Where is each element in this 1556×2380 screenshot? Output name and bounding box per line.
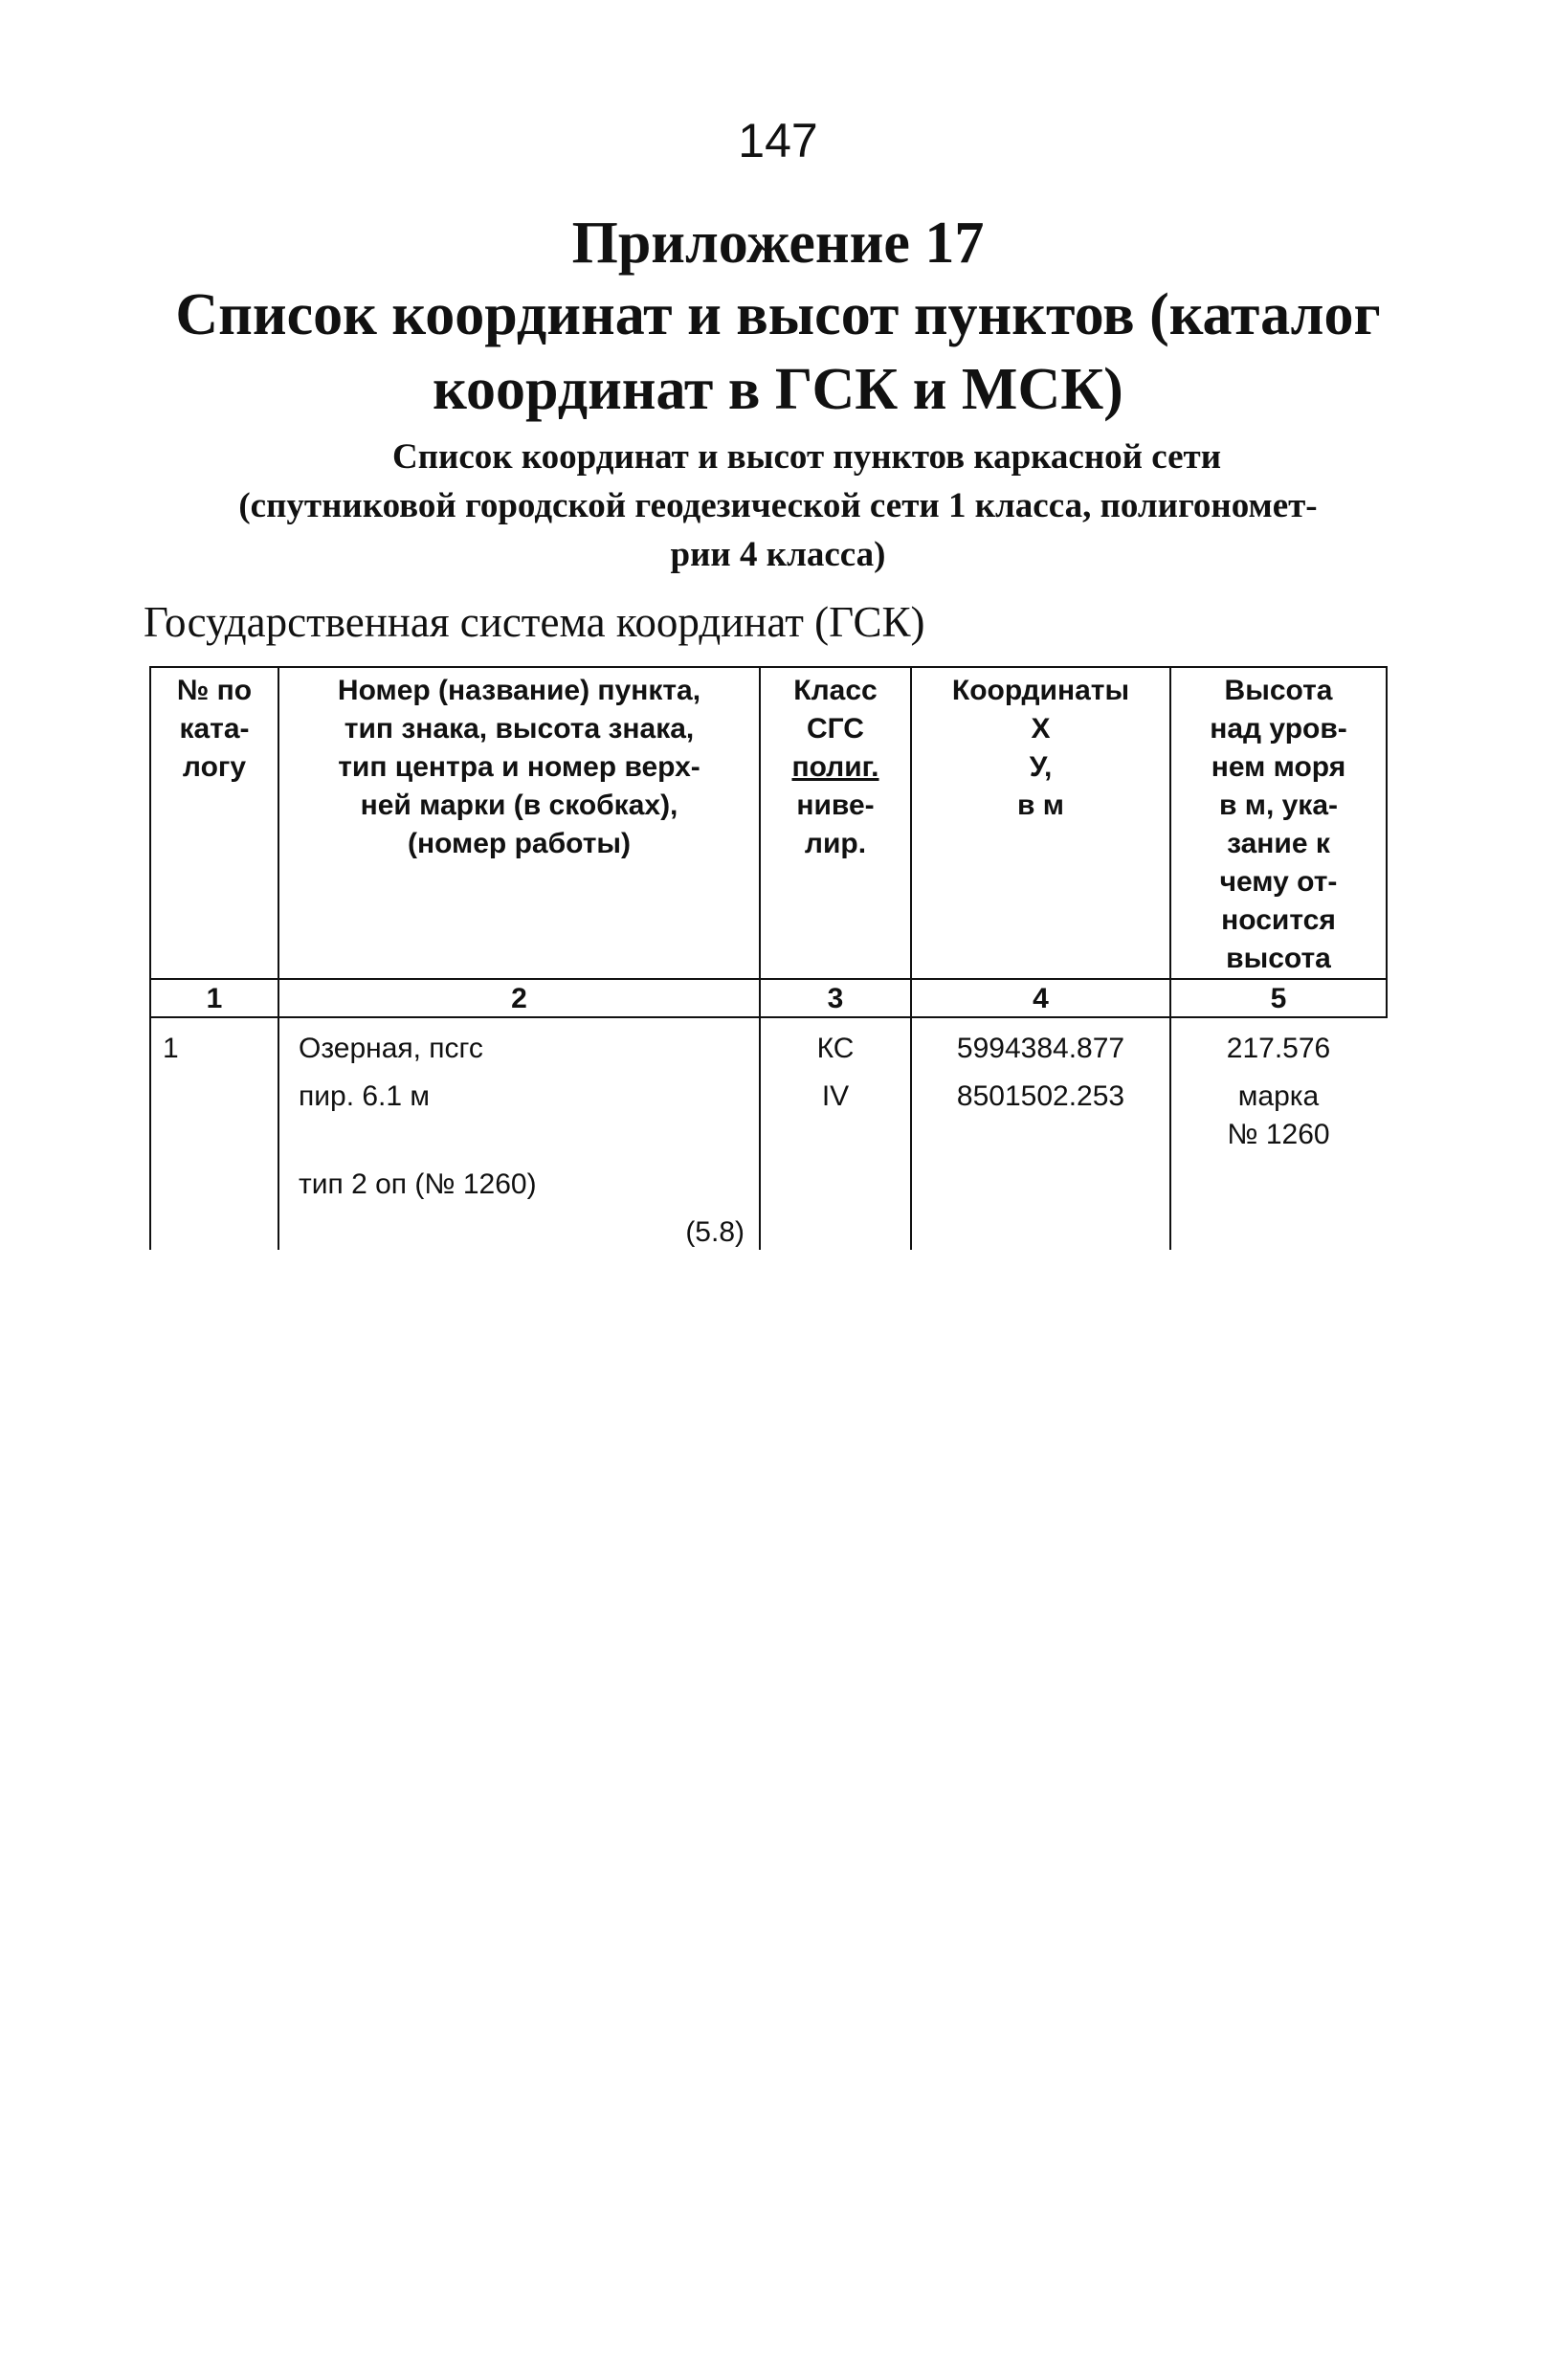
- coordinate-system-label: Государственная система координат (ГСК): [144, 598, 925, 646]
- subtitle-line-2: (спутниковой городской геодезической сети 1 класса, полигономет-: [238, 486, 1318, 525]
- row-coordinate-y: 8501502.253: [956, 1080, 1125, 1112]
- header-class: [761, 672, 910, 863]
- main-title: [134, 278, 1422, 427]
- coordinates-table: [144, 666, 1388, 1250]
- header-height-line: нем моря: [1211, 751, 1346, 783]
- header-height: [1171, 672, 1386, 978]
- row-height-reference: [1171, 1078, 1386, 1154]
- column-number-5: 5: [1270, 983, 1287, 1014]
- column-number-3: 3: [827, 983, 844, 1014]
- row-sign-type: пир. 6.1 м: [299, 1080, 431, 1112]
- row-work-number: (5.8): [685, 1216, 745, 1248]
- header-coordinates-line: X: [1031, 713, 1051, 745]
- subtitle-line-3: рии 4 класса): [670, 535, 886, 574]
- row-catalog-no: 1: [163, 1033, 179, 1064]
- header-point-name-line: (номер работы): [408, 828, 631, 859]
- row-coordinate-x: 5994384.877: [956, 1033, 1125, 1064]
- page-number: 147: [738, 114, 818, 167]
- header-class-line: ниве-: [796, 790, 875, 821]
- subtitle: [144, 433, 1412, 579]
- header-coordinates: [912, 672, 1169, 825]
- header-point-name: [279, 672, 759, 863]
- header-coordinates-line: У,: [1029, 751, 1053, 783]
- header-class-line: Класс: [793, 675, 878, 706]
- row-height-reference-line: № 1260: [1227, 1119, 1330, 1150]
- row-height-reference-line: марка: [1237, 1080, 1320, 1112]
- header-catalog-no-line: № по: [176, 675, 253, 706]
- header-class-line: лир.: [804, 828, 867, 859]
- header-point-name-line: Номер (название) пункта,: [337, 675, 701, 706]
- header-point-name-line: ней марки (в скобках),: [360, 790, 678, 821]
- header-point-name-line: тип центра и номер верх-: [338, 751, 700, 783]
- header-height-line: зание к: [1227, 828, 1330, 859]
- header-catalog-no: [151, 672, 278, 787]
- header-catalog-no-line: логу: [182, 751, 247, 783]
- main-title-line-2: координат в ГСК и МСК): [433, 357, 1123, 422]
- header-height-line: Высота: [1224, 675, 1333, 706]
- header-coordinates-line: Координаты: [951, 675, 1130, 706]
- table-border-top: [149, 666, 1388, 668]
- header-height-line: высота: [1226, 943, 1331, 974]
- row-height-value: 217.576: [1226, 1033, 1331, 1064]
- header-point-name-line: тип знака, высота знака,: [344, 713, 695, 745]
- table-border-right: [1386, 666, 1388, 1016]
- subtitle-line-1: Список координат и высот пунктов каркасной сети: [391, 437, 1222, 477]
- header-coordinates-line: в м: [1017, 790, 1064, 821]
- row-class-sgs: КС: [816, 1033, 855, 1064]
- main-title-line-1: Список координат и высот пунктов (каталог: [175, 282, 1381, 347]
- header-class-line: СГС: [807, 713, 864, 745]
- header-height-line: носится: [1221, 904, 1336, 936]
- row-class-leveling: IV: [821, 1080, 850, 1112]
- header-catalog-no-line: ката-: [179, 713, 250, 745]
- header-height-line: чему от-: [1219, 866, 1338, 898]
- header-height-line: в м, ука-: [1218, 790, 1338, 821]
- row-point-name: Озерная, пcгс: [299, 1033, 483, 1064]
- row-center-type: тип 2 оп (№ 1260): [299, 1168, 537, 1200]
- header-height-line: над уров-: [1210, 713, 1347, 745]
- header-class-line: полиг.: [791, 751, 879, 783]
- column-number-4: 4: [1033, 983, 1049, 1014]
- appendix-title: Приложение 17: [571, 211, 985, 276]
- column-number-1: 1: [206, 983, 223, 1014]
- column-number-2: 2: [511, 983, 527, 1014]
